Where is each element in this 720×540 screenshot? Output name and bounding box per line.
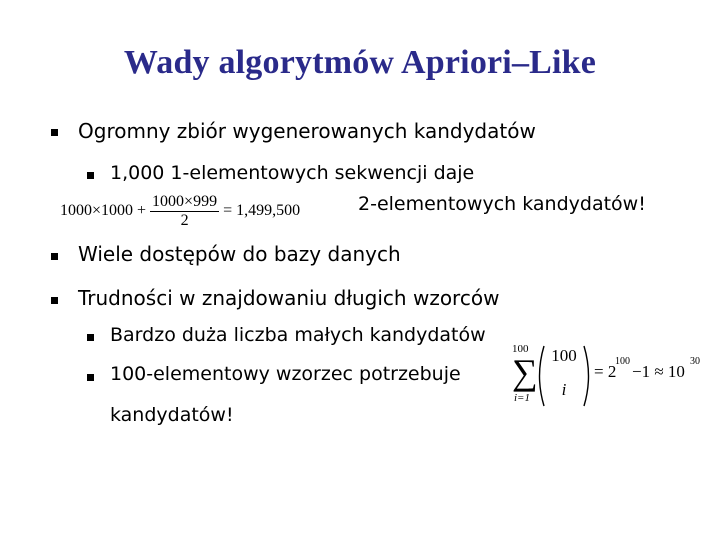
formula2-sigma: ∑ (512, 352, 538, 392)
formula2-exponent-30: 30 (690, 356, 700, 367)
formula2-sum-lower: i=1 (514, 392, 530, 404)
formula2-binomial-top: 100 (551, 346, 577, 365)
bullet-item-long-patterns: Trudności w znajdowaniu długich wzorców (78, 286, 500, 310)
sub-bullet-marker (87, 172, 94, 179)
bullet-marker (51, 129, 58, 136)
formula1-denominator: 2 (150, 211, 219, 230)
sub-bullet-item-100-element-pattern: 100-elementowy wzorzec potrzebuje (110, 363, 461, 385)
formula1-numerator: 1000×999 (152, 193, 218, 210)
bullet-marker (51, 297, 58, 304)
formula2-equals-two: = 2 (594, 362, 617, 381)
sub-bullet-marker (87, 334, 94, 341)
formula1-left: 1000×1000 + (60, 202, 147, 220)
sub-bullet-item-candidates-tail: kandydatów! (110, 404, 234, 426)
formula1-right: = 1,499,500 (223, 202, 301, 220)
formula-sum-binomial (510, 342, 710, 408)
formula2-approx-ten: −1 ≈ 10 (632, 362, 685, 381)
bullet-item-db-scans: Wiele dostępów do bazy danych (78, 242, 401, 266)
formula2-sum-upper: 100 (512, 343, 529, 355)
formula2-binomial-bottom: i (561, 380, 567, 399)
slide-title: Wady algorytmów Apriori–Like (123, 44, 597, 81)
formula-candidate-count (60, 193, 300, 230)
sub-bullet-marker (87, 374, 94, 381)
formula1-fraction (150, 193, 219, 230)
sub-bullet-item-1000-sequences: 1,000 1-elementowych sekwencji daje (110, 162, 475, 184)
formula2-exponent-100: 100 (615, 356, 630, 367)
sub-bullet-item-2-element-candidates: 2-elementowych kandydatów! (358, 193, 646, 215)
bullet-item-candidate-set: Ogromny zbiór wygenerowanych kandydatów (78, 119, 536, 143)
bullet-marker (51, 253, 58, 260)
sub-bullet-item-many-small-candidates: Bardzo duża liczba małych kandydatów (110, 324, 486, 346)
